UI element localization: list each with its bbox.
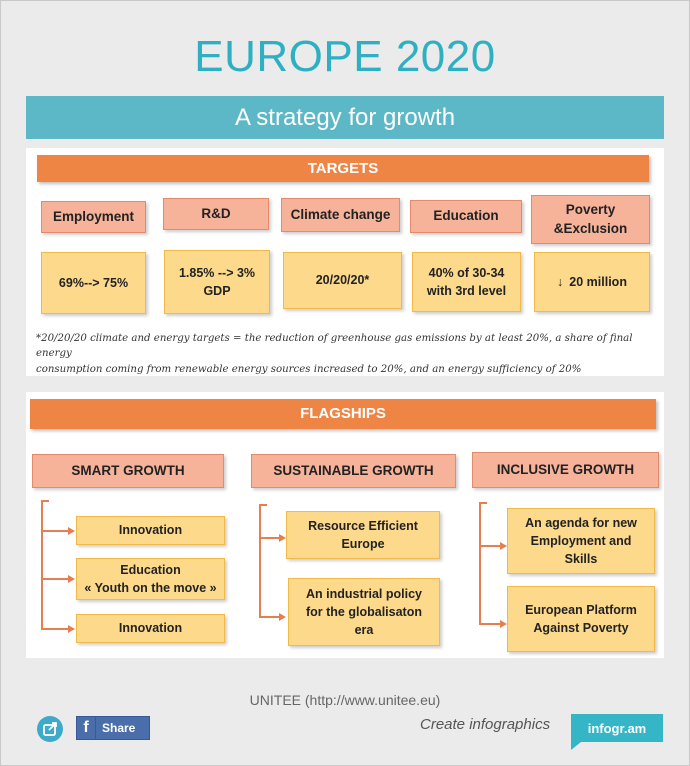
connector-line [479, 623, 501, 625]
footnote-line2: consumption coming from renewable energy sources increased to 20%, and an energy sufficiency of 20% [36, 363, 582, 375]
target-value-line2: GDP [203, 284, 231, 298]
flagship-item-line1: An agenda for new [525, 515, 637, 530]
target-value-rnd [164, 250, 270, 314]
target-label-line2: &Exclusion [553, 220, 628, 236]
flagship-item-line3: era [354, 623, 374, 638]
target-employment [41, 201, 146, 233]
inclusive-growth-header [472, 452, 659, 488]
target-rnd [163, 198, 269, 230]
flagship-item-line2: « Youth on the move » [84, 581, 217, 595]
flagship-item [76, 516, 225, 545]
flagship-item [286, 511, 440, 559]
connector-line [41, 628, 69, 630]
connector-line [259, 616, 280, 618]
flagship-item [507, 586, 655, 652]
group-label: SMART GROWTH [71, 462, 185, 478]
subtitle-banner: A strategy for growth [26, 96, 664, 139]
flagship-item-line2: Europe [341, 537, 385, 551]
targets-panel [26, 148, 664, 376]
target-value-poverty [534, 252, 650, 312]
target-value: 69%--> 75% [58, 275, 129, 290]
target-label: R&D [201, 205, 231, 221]
arrow-head-icon [279, 613, 286, 621]
flagship-item [76, 558, 225, 600]
connector-line [479, 502, 481, 623]
target-value-education [412, 252, 521, 312]
target-value-climate [283, 252, 402, 309]
page-title: EUROPE 2020 [194, 32, 496, 81]
flagship-item-label: Innovation [118, 621, 183, 636]
target-label: Education [433, 208, 499, 224]
target-education [410, 200, 522, 233]
connector-line [479, 502, 487, 504]
flagship-item [76, 614, 225, 643]
flagships-header: FLAGSHIPS [30, 399, 656, 429]
group-label: INCLUSIVE GROWTH [496, 461, 635, 477]
flagship-item-line3: Skills [564, 552, 598, 567]
target-value-employment [41, 252, 146, 314]
connector-line [41, 500, 49, 502]
flagship-item-line1: Education [120, 562, 181, 577]
source-credit: UNITEE (http://www.unitee.eu) [249, 692, 441, 708]
connector-line [259, 504, 261, 616]
smart-growth-header [32, 454, 224, 488]
share-label: Share [102, 721, 136, 735]
target-value-line2: with 3rd level [426, 284, 507, 298]
targets-header: TARGETS [37, 155, 649, 182]
facebook-share-button[interactable] [76, 716, 150, 740]
infogram-logo[interactable]: infogr.am [571, 714, 663, 742]
down-arrow-icon: ↓ [557, 274, 564, 289]
arrow-head-icon [500, 620, 507, 628]
connector-line [479, 545, 501, 547]
target-climate [281, 198, 400, 232]
flagship-item-line1: European Platform [525, 602, 637, 617]
flagship-item-line2: Employment and [530, 533, 632, 548]
footnote-line1: *20/20/20 climate and energy targets = the reduction of greenhouse gas emissions by at least 20%, a share of final energy [36, 333, 633, 360]
flagship-item-line1: An industrial policy [306, 586, 422, 601]
target-value: 20/20/20* [315, 273, 370, 288]
facebook-icon: f [77, 717, 96, 739]
target-label: Climate change [290, 206, 391, 222]
arrow-head-icon [279, 534, 286, 542]
arrow-head-icon [68, 527, 75, 535]
flagship-item [288, 578, 440, 646]
connector-line [259, 537, 280, 539]
target-value: 20 million [569, 274, 627, 289]
sustainable-growth-header [251, 454, 456, 488]
connector-line [41, 500, 43, 628]
arrow-head-icon [68, 575, 75, 583]
target-label-line1: Poverty [565, 202, 616, 218]
flagship-item-line2: for the globalisaton [306, 604, 422, 619]
target-value-line1: 1.85% --> 3% [178, 265, 256, 280]
share-icon[interactable] [37, 716, 63, 742]
connector-line [41, 578, 69, 580]
target-poverty [531, 195, 650, 244]
flagships-panel [26, 392, 664, 658]
create-infographics-link[interactable]: Create infographics [420, 716, 551, 733]
logo-tail [571, 742, 581, 750]
climate-footnote [36, 331, 656, 377]
arrow-head-icon [68, 625, 75, 633]
flagship-item-label: Innovation [118, 523, 183, 538]
target-value-line1: 40% of 30-34 [428, 265, 505, 280]
connector-line [259, 504, 267, 506]
connector-line [41, 530, 69, 532]
group-label: SUSTAINABLE GROWTH [273, 462, 434, 478]
flagship-item [507, 508, 655, 574]
flagship-item-line1: Resource Efficient [308, 518, 418, 533]
target-label: Employment [52, 208, 134, 224]
flagship-item-line2: Against Poverty [533, 621, 629, 635]
arrow-head-icon [500, 542, 507, 550]
